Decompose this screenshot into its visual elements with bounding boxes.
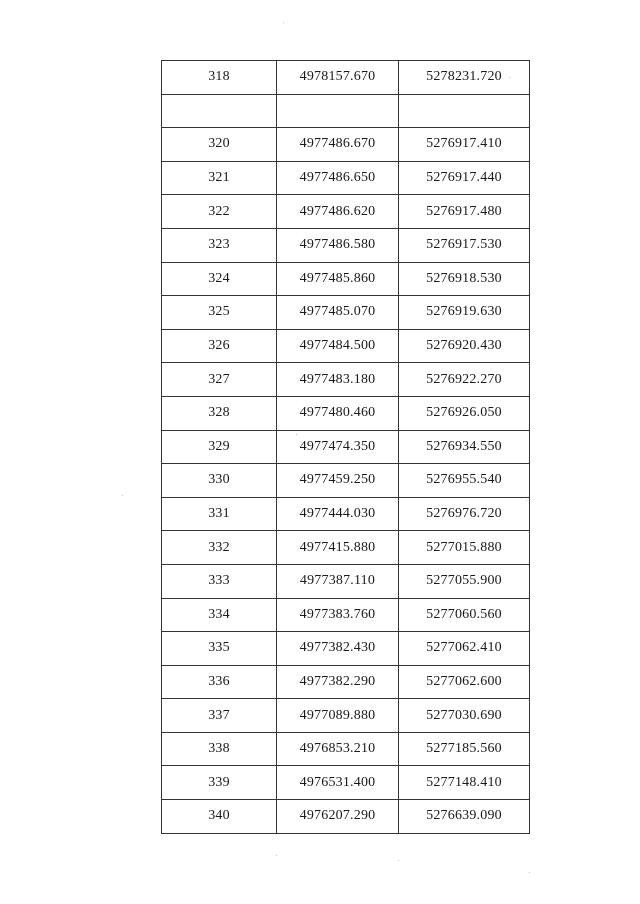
table-row xyxy=(162,632,530,666)
point-number-cell: 323 xyxy=(162,228,277,262)
table-row xyxy=(162,228,530,262)
y-coordinate-cell: 5276917.440 xyxy=(399,161,530,195)
x-coordinate-cell: 4977382.430 xyxy=(277,632,399,666)
table-row xyxy=(162,161,530,195)
coordinate-table-body xyxy=(162,61,530,834)
point-number-cell: 336 xyxy=(162,665,277,699)
table-row xyxy=(162,732,530,766)
x-coordinate-cell: 4977486.650 xyxy=(277,161,399,195)
table-row xyxy=(162,531,530,565)
point-number-cell: 321 xyxy=(162,161,277,195)
y-coordinate-cell: 5277060.560 xyxy=(399,598,530,632)
point-number-cell xyxy=(162,94,277,128)
x-coordinate-cell: 4977486.620 xyxy=(277,195,399,229)
y-coordinate-cell: 5276922.270 xyxy=(399,363,530,397)
point-number-cell: 339 xyxy=(162,766,277,800)
x-coordinate-cell xyxy=(277,94,399,128)
y-coordinate-cell: 5277015.880 xyxy=(399,531,530,565)
point-number-cell: 329 xyxy=(162,430,277,464)
table-row xyxy=(162,497,530,531)
point-number-cell: 337 xyxy=(162,699,277,733)
point-number-cell: 330 xyxy=(162,464,277,498)
scan-speck xyxy=(296,434,297,435)
point-number-cell: 334 xyxy=(162,598,277,632)
table-row xyxy=(162,430,530,464)
scan-speck xyxy=(122,495,123,496)
y-coordinate-cell: 5277030.690 xyxy=(399,699,530,733)
y-coordinate-cell: 5276917.530 xyxy=(399,228,530,262)
y-coordinate-cell: 5277148.410 xyxy=(399,766,530,800)
x-coordinate-cell: 4977444.030 xyxy=(277,497,399,531)
point-number-cell: 340 xyxy=(162,800,277,834)
x-coordinate-cell: 4977480.460 xyxy=(277,396,399,430)
x-coordinate-cell: 4977486.580 xyxy=(277,228,399,262)
point-number-cell: 335 xyxy=(162,632,277,666)
point-number-cell: 318 xyxy=(162,61,277,95)
table-row xyxy=(162,296,530,330)
y-coordinate-cell: 5277055.900 xyxy=(399,564,530,598)
x-coordinate-cell: 4976531.400 xyxy=(277,766,399,800)
coordinate-table xyxy=(161,60,530,834)
y-coordinate-cell: 5276920.430 xyxy=(399,329,530,363)
y-coordinate-cell: 5276926.050 xyxy=(399,396,530,430)
x-coordinate-cell: 4977415.880 xyxy=(277,531,399,565)
table-row xyxy=(162,800,530,834)
y-coordinate-cell: 5276934.550 xyxy=(399,430,530,464)
table-row xyxy=(162,363,530,397)
point-number-cell: 328 xyxy=(162,396,277,430)
scan-speck xyxy=(529,872,530,873)
x-coordinate-cell: 4977474.350 xyxy=(277,430,399,464)
point-number-cell: 325 xyxy=(162,296,277,330)
y-coordinate-cell: 5276917.410 xyxy=(399,128,530,162)
x-coordinate-cell: 4976207.290 xyxy=(277,800,399,834)
x-coordinate-cell: 4977382.290 xyxy=(277,665,399,699)
point-number-cell: 322 xyxy=(162,195,277,229)
point-number-cell: 326 xyxy=(162,329,277,363)
scan-speck xyxy=(509,77,510,78)
point-number-cell: 327 xyxy=(162,363,277,397)
y-coordinate-cell: 5276639.090 xyxy=(399,800,530,834)
x-coordinate-cell: 4977387.110 xyxy=(277,564,399,598)
x-coordinate-cell: 4977483.180 xyxy=(277,363,399,397)
y-coordinate-cell: 5276919.630 xyxy=(399,296,530,330)
table-row xyxy=(162,766,530,800)
point-number-cell: 320 xyxy=(162,128,277,162)
table-row xyxy=(162,464,530,498)
point-number-cell: 338 xyxy=(162,732,277,766)
table-row xyxy=(162,94,530,128)
x-coordinate-cell: 4978157.670 xyxy=(277,61,399,95)
y-coordinate-cell: 5276955.540 xyxy=(399,464,530,498)
y-coordinate-cell: 5276917.480 xyxy=(399,195,530,229)
table-row xyxy=(162,61,530,95)
x-coordinate-cell: 4977089.880 xyxy=(277,699,399,733)
x-coordinate-cell: 4977459.250 xyxy=(277,464,399,498)
y-coordinate-cell xyxy=(399,94,530,128)
y-coordinate-cell: 5277062.600 xyxy=(399,665,530,699)
point-number-cell: 331 xyxy=(162,497,277,531)
scan-speck xyxy=(398,860,399,861)
x-coordinate-cell: 4976853.210 xyxy=(277,732,399,766)
x-coordinate-cell: 4977485.860 xyxy=(277,262,399,296)
point-number-cell: 324 xyxy=(162,262,277,296)
y-coordinate-cell: 5276918.530 xyxy=(399,262,530,296)
table-row xyxy=(162,564,530,598)
table-row xyxy=(162,699,530,733)
scan-speck xyxy=(276,855,277,856)
point-number-cell: 332 xyxy=(162,531,277,565)
y-coordinate-cell: 5277185.560 xyxy=(399,732,530,766)
scan-speck xyxy=(526,500,527,501)
y-coordinate-cell: 5276976.720 xyxy=(399,497,530,531)
table-row xyxy=(162,396,530,430)
x-coordinate-cell: 4977485.070 xyxy=(277,296,399,330)
x-coordinate-cell: 4977486.670 xyxy=(277,128,399,162)
table-row xyxy=(162,598,530,632)
table-row xyxy=(162,262,530,296)
y-coordinate-cell: 5278231.720 xyxy=(399,61,530,95)
point-number-cell: 333 xyxy=(162,564,277,598)
scan-speck xyxy=(283,22,284,23)
table-row xyxy=(162,329,530,363)
table-row xyxy=(162,128,530,162)
x-coordinate-cell: 4977484.500 xyxy=(277,329,399,363)
table-row xyxy=(162,665,530,699)
x-coordinate-cell: 4977383.760 xyxy=(277,598,399,632)
y-coordinate-cell: 5277062.410 xyxy=(399,632,530,666)
table-row xyxy=(162,195,530,229)
